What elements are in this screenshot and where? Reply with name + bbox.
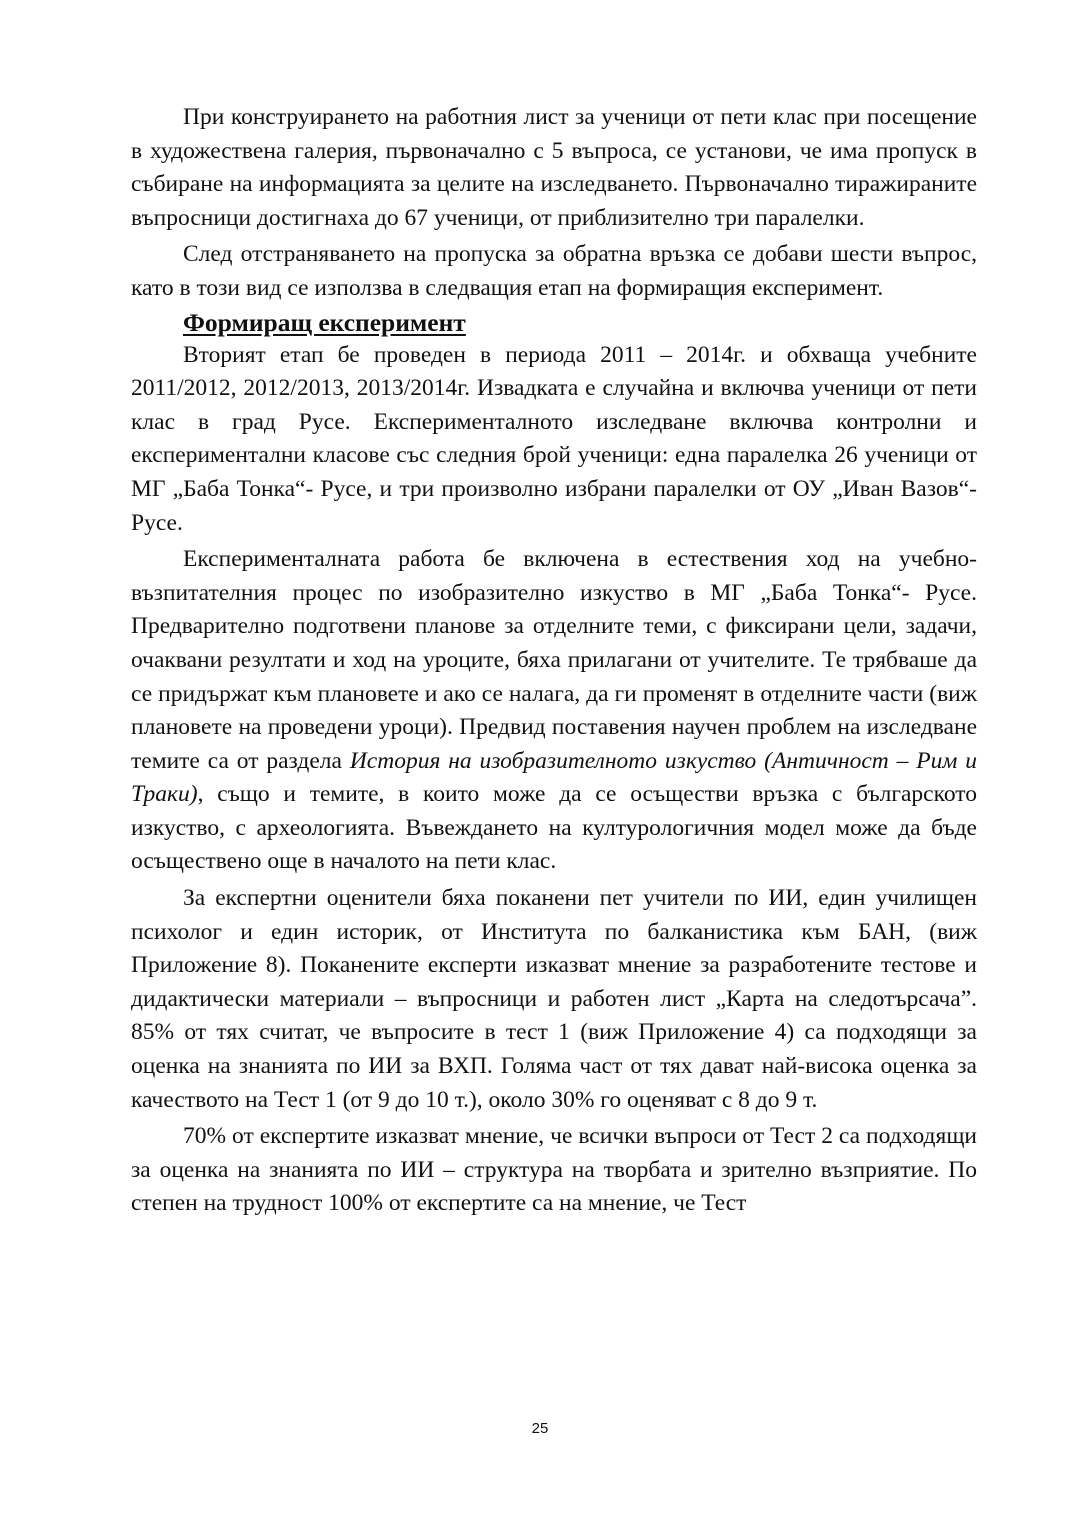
page-number: 25 — [531, 1420, 549, 1437]
paragraph-experimental-work — [131, 543, 977, 879]
section-heading: Формиращ експеримент — [183, 307, 466, 337]
paragraph-expert-evaluators: За експертни оценители бяха поканени пет учители по ИИ, един училищен психолог и един историк, от Института по балканистика към БАН, (виж Приложение 8). Поканените експерти изказват мнение за разработените тестове и дидактически материали – въпросници и работен лист „Карта на следотърсача”. 85% от тях считат, че въпросите в тест 1 (виж Приложение 4) са подходящи за оценка на знанията по ИИ за ВХП. Голяма част от тях дават най-висока оценка за качеството на Тест 1 (от 9 до 10 т.), около 30% го оценяват с 8 до 9 т. — [131, 885, 977, 1113]
paragraph-second-stage: Вторият етап бе проведен в периода 2011 – 2014г. и обхваща учебните 2011/2012, 2012/2013, 2013/2014г. Извадката е случайна и включва ученици от пети клас в град Русе. Експерименталното изследване включва контролни и експериментални класове със следния брой ученици: една паралелка 26 ученици от МГ „Баба Тонка“- Русе, и три произволно избрани паралелки от ОУ „Иван Вазов“- Русе. — [131, 341, 977, 536]
document-body — [131, 101, 977, 1221]
paragraph-worksheet-construction: При конструирането на работния лист за ученици от пети клас при посещение в художествена галерия, първоначално с 5 въпроса, се установи, че има пропуск в събиране на информацията за целите на изследването. Първоначално тиражираните въпросници достигнаха до 67 ученици, от приблизително три паралелки. — [131, 104, 977, 231]
paragraph-text-segment: Експерименталната работа бе включена в естествения ход на учебно-възпитателния процес по изобразително изкуство в МГ „Баба Тонка“- Русе. Предварително подготвени планове за отделните теми, с фиксирани цели, задачи, очаквани резултати и ход на уроците, бяха прилагани от учителите. Те трябваше да се придържат към плановете и ако се налага, да ги променят в отделните части (виж плановете на проведени уроци). Предвид поставения научен проблем на изследване темите са от раздела — [131, 546, 977, 774]
italic-section-title: История на изобразителното изкуство (Античност – Рим и Траки) — [131, 747, 978, 808]
paragraph-feedback-question: След отстраняването на пропуска за обратна връзка се добави шести въпрос, като в този вид се използва в следващия етап на формиращия експеримент. — [131, 241, 977, 301]
paragraph-expert-opinion: 70% от експертите изказват мнение, че всички въпроси от Тест 2 са подходящи за оценка на знанията по ИИ – структура на творбата и зрително възприятие. По степен на трудност 100% от експертите са на мнение, че Тест — [131, 1123, 977, 1217]
paragraph-text-segment: , също и темите, в които може да се осъществи връзка с българското изкуство, с археологията. Въвеждането на културологичния модел може да бъде осъществено още в началото на пети клас. — [131, 781, 977, 875]
